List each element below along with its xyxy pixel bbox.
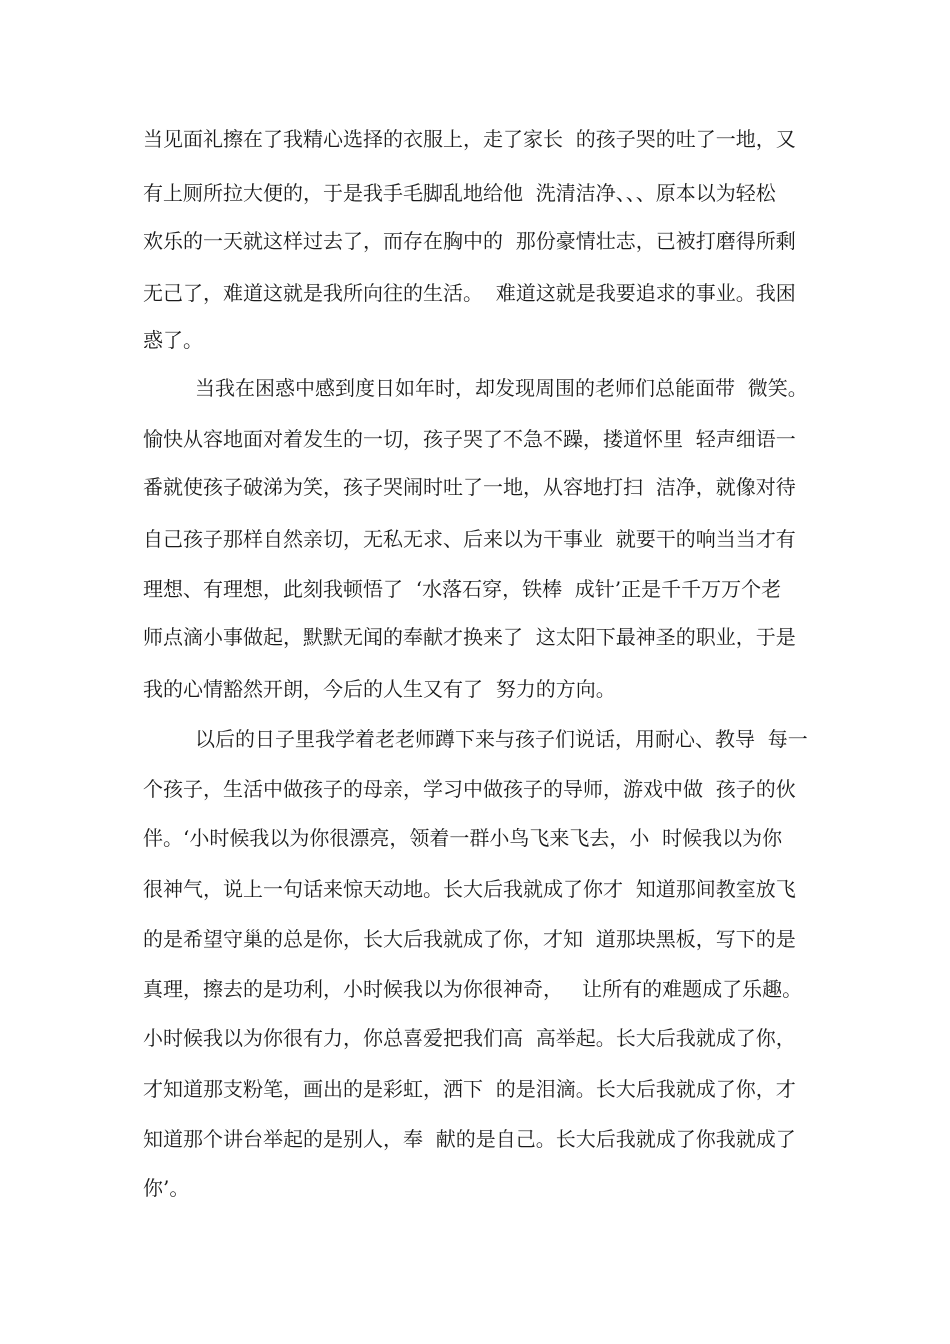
paragraph-line: 自己孩子那样自然亲切，无私无求、后来以为干事业 就要干的响当当才有 [143, 527, 796, 551]
paragraph-line: 无己了，难道这就是我所向往的生活。 难道这就是我要追求的事业。我困 [143, 281, 796, 305]
paragraph-line: 小时候我以为你很有力，你总喜爱把我们高 高举起。长大后我就成了你， [143, 1026, 796, 1050]
paragraph-line: 理想、有理想，此刻我顿悟了 ‘水落石穿，铁棒 成针’正是千千万万个老 [143, 577, 782, 601]
paragraph-line: 以后的日子里我学着老老师蹲下来与孩子们说话，用耐心、教导 每一 [195, 727, 808, 751]
paragraph-line: 我的心情豁然开朗，今后的人生又有了 努力的方向。 [143, 677, 616, 701]
paragraph-line: 愉快从容地面对着发生的一切，孩子哭了不急不躁，搂道怀里 轻声细语一 [143, 427, 796, 451]
paragraph-line: 惑了。 [143, 328, 203, 352]
paragraph-line: 番就使孩子破涕为笑，孩子哭闹时吐了一地，从容地打扫 洁净，就像对待 [143, 475, 796, 499]
paragraph-line: 伴。‘小时候我以为你很漂亮，领着一群小鸟飞来飞去，小 时候我以为你 [143, 826, 783, 850]
paragraph-line: 真理，擦去的是功利，小时候我以为你很神奇， 让所有的难题成了乐趣。 [143, 977, 803, 1001]
paragraph-line: 个孩子，生活中做孩子的母亲，学习中做孩子的导师，游戏中做 孩子的伙 [143, 777, 796, 801]
paragraph-line: 才知道那支粉笔，画出的是彩虹，洒下 的是泪滴。长大后我就成了你，才 [143, 1077, 796, 1101]
paragraph-line: 很神气，说上一句话来惊天动地。长大后我就成了你才 知道那间教室放飞 [143, 877, 796, 901]
paragraph-line: 有上厕所拉大便的，于是我手毛脚乱地给他 洗清洁净、、、原本以为轻松 [143, 181, 776, 205]
paragraph-line: 当见面礼擦在了我精心选择的衣服上，走了家长 的孩子哭的吐了一地，又 [143, 127, 796, 151]
paragraph-line: 知道那个讲台举起的是别人，奉 献的是自己。长大后我就成了你我就成了 [143, 1127, 796, 1151]
paragraph-line: 的是希望守巢的总是你，长大后我就成了你，才知 道那块黑板，写下的是 [143, 927, 796, 951]
paragraph-line: 欢乐的一天就这样过去了，而存在胸中的 那份豪情壮志，已被打磨得所剩 [143, 229, 796, 253]
paragraph-line: 当我在困惑中感到度日如年时，却发现周围的老师们总能面带 微笑。 [195, 376, 808, 400]
paragraph-line: 师点滴小事做起，默默无闻的奉献才换来了 这太阳下最神圣的职业，于是 [143, 625, 796, 649]
paragraph-line: 你’。 [143, 1176, 190, 1200]
